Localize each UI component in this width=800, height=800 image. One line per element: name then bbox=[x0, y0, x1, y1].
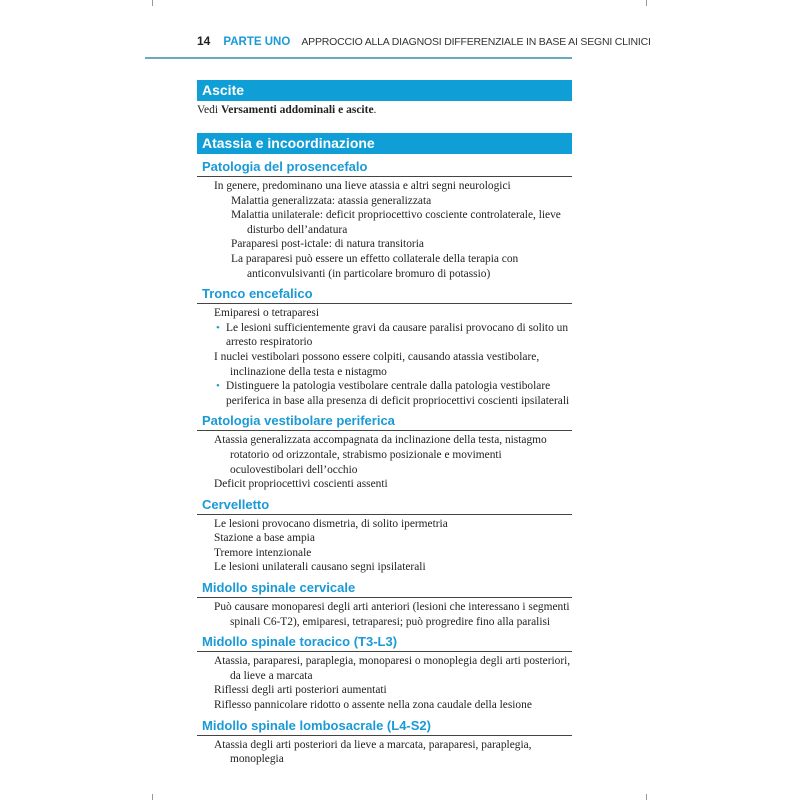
crop-mark bbox=[152, 794, 153, 800]
list-item: Riflesso pannicolare ridotto o assente nella zona caudale della lesione bbox=[214, 699, 532, 712]
reference-prefix: Vedi bbox=[197, 104, 221, 116]
crop-mark bbox=[646, 794, 647, 800]
subsection-body bbox=[197, 177, 572, 281]
header-rule bbox=[145, 57, 572, 59]
list-item: Riflessi degli arti posteriori aumentati bbox=[214, 684, 387, 697]
page-content bbox=[197, 80, 572, 767]
subsection-body bbox=[197, 431, 572, 491]
list-item: Può causare monoparesi degli arti anteriori (lesioni che interessano i segmenti spinali C6-T2), emiparesi, tetraparesi; può progredire fino alla paralisi bbox=[214, 601, 570, 628]
list-item: Le lesioni unilaterali causano segni ipsilaterali bbox=[214, 561, 426, 574]
list-item: Deficit propriocettivi coscienti assenti bbox=[214, 478, 388, 491]
list-item: Malattia generalizzata: atassia generalizzata bbox=[231, 194, 432, 207]
bullet-item bbox=[197, 321, 572, 350]
list-item: Atassia degli arti posteriori da lieve a marcata, paraparesi, paraplegia, monoplegia bbox=[214, 738, 532, 766]
subsection-heading: Midollo spinale cervicale bbox=[197, 579, 572, 598]
chapter-title: APPROCCIO ALLA DIAGNOSI DIFFERENZIALE IN BASE AI SEGNI CLINICI bbox=[301, 36, 651, 48]
list-item: Atassia, paraparesi, paraplegia, monoparesi o monoplegia degli arti posteriori, da lieve a marcata bbox=[214, 655, 571, 682]
list-item: In genere, predominano una lieve atassia e altri segni neurologici bbox=[214, 180, 511, 192]
section-heading-atassia: Atassia e incoordinazione bbox=[197, 133, 572, 154]
part-label: PARTE UNO bbox=[223, 36, 291, 48]
bullet-icon: • bbox=[216, 321, 220, 334]
subsection-heading: Tronco encefalico bbox=[197, 285, 572, 304]
subsection-body bbox=[197, 736, 572, 767]
subsection-heading: Midollo spinale lombosacrale (L4-S2) bbox=[197, 717, 572, 736]
crop-mark bbox=[152, 0, 153, 6]
reference-link-text: Versamenti addominali e ascite bbox=[220, 104, 374, 116]
list-item: Tremore intenzionale bbox=[214, 546, 312, 559]
subsection-heading: Cervelletto bbox=[197, 496, 572, 515]
ascite-reference bbox=[197, 103, 572, 118]
reference-suffix: . bbox=[373, 104, 377, 116]
subsections bbox=[197, 158, 572, 767]
list-item: Malattia unilaterale: deficit propriocettivo cosciente controlaterale, lieve disturbo dell’andatura bbox=[231, 209, 561, 236]
subsection-heading: Patologia del prosencefalo bbox=[197, 158, 572, 177]
subsection-body bbox=[197, 515, 572, 575]
item-text: Le lesioni sufficientemente gravi da causare paralisi provocano di solito un arresto respiratorio bbox=[226, 321, 569, 349]
page-number: 14 bbox=[197, 34, 211, 48]
list-item: Stazione a base ampia bbox=[214, 532, 315, 545]
subsection-heading: Midollo spinale toracico (T3-L3) bbox=[197, 633, 572, 652]
list-item: Emiparesi o tetraparesi bbox=[214, 307, 320, 320]
subsection-body bbox=[197, 304, 572, 408]
subsection-body bbox=[197, 652, 572, 712]
list-item: Le lesioni provocano dismetria, di solito ipermetria bbox=[214, 517, 448, 530]
list-item: La paraparesi può essere un effetto collaterale della terapia con anticonvulsivanti (in particolare bromuro di potassio) bbox=[231, 252, 519, 280]
list-item: Paraparesi post-ictale: di natura transitoria bbox=[231, 238, 424, 251]
list-item: Atassia generalizzata accompagnata da inclinazione della testa, nistagmo rotatorio od orizzontale, strabismo posizionale e movimenti oculovestibolari dell’occhio bbox=[214, 434, 547, 476]
crop-mark bbox=[646, 0, 647, 6]
running-head bbox=[197, 34, 651, 48]
bullet-icon: • bbox=[216, 380, 220, 393]
subsection-heading: Patologia vestibolare periferica bbox=[197, 412, 572, 431]
bullet-item bbox=[197, 379, 572, 408]
list-item: I nuclei vestibolari possono essere colpiti, causando atassia vestibolare, inclinazione della testa e nistagmo bbox=[214, 350, 540, 378]
subsection-body bbox=[197, 598, 572, 629]
section-heading-ascite: Ascite bbox=[197, 80, 572, 101]
item-text: Distinguere la patologia vestibolare centrale dalla patologia vestibolare periferica in base alla presenza di deficit propriocettivi coscienti ipsilaterali bbox=[226, 380, 570, 407]
